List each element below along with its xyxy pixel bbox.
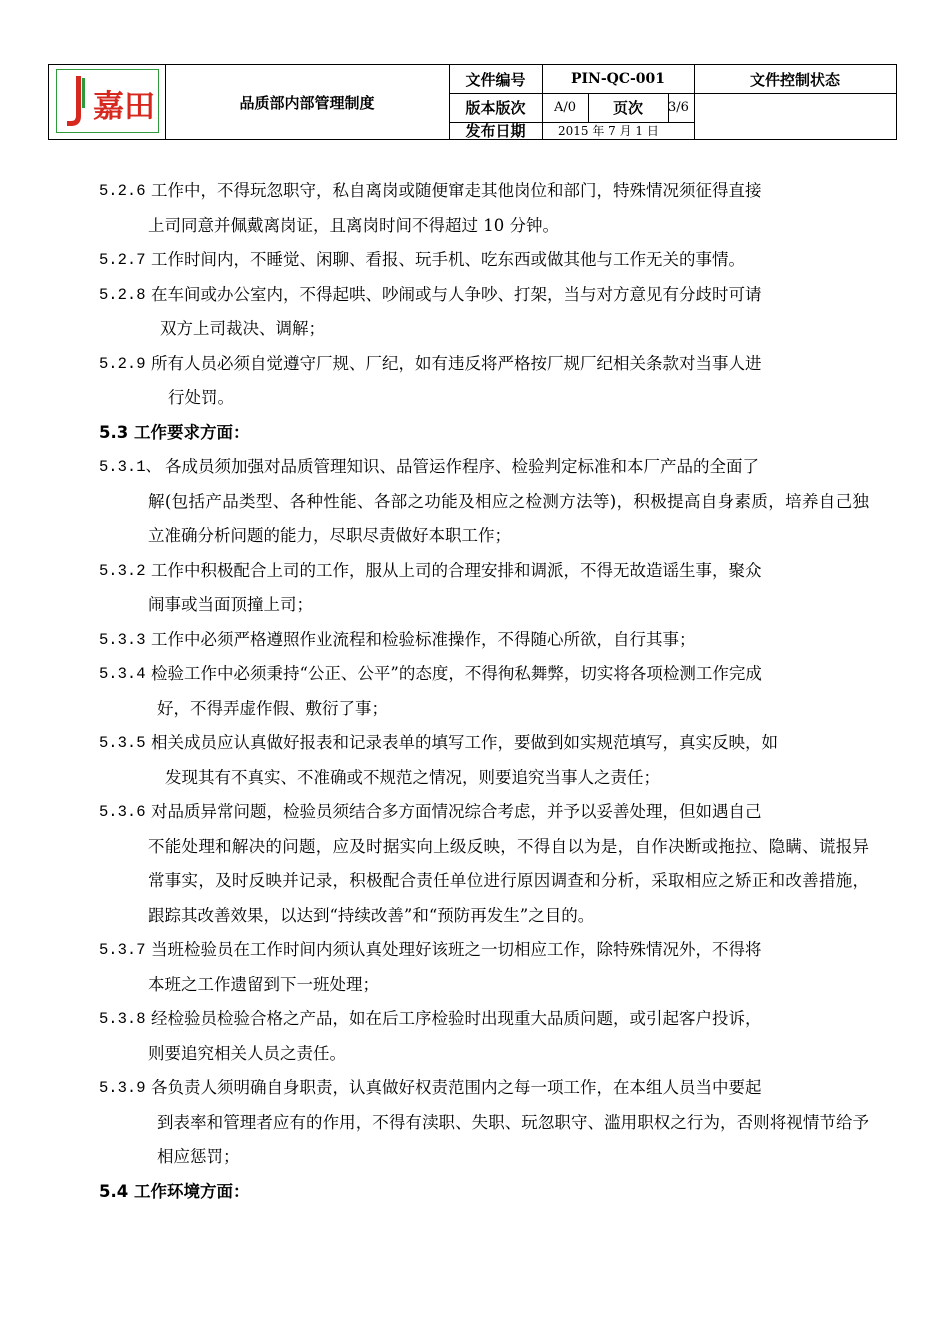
clause-text: 工作时间内，不睡觉、闲聊、看报、玩手机、吃东西或做其他与工作无关的事情。 xyxy=(151,250,745,269)
clause-5-2-8 xyxy=(99,278,869,347)
document-header-table xyxy=(48,64,897,140)
clause-5-3-8 xyxy=(99,1002,869,1071)
clause-number: 5.3.5 xyxy=(99,734,146,752)
clause-text-cont: 上司同意并佩戴离岗证，且离岗时间不得超过 10 分钟。 xyxy=(148,215,559,235)
clause-5-2-6 xyxy=(99,174,869,243)
clause-text: 当班检验员在工作时间内须认真处理好该班之一切相应工作，除特殊情况外，不得将 xyxy=(151,940,762,959)
clause-number: 5.3.4 xyxy=(99,665,146,683)
clause-5-2-9 xyxy=(99,347,869,416)
clause-5-2-7 xyxy=(99,243,869,278)
doc-number-label: 文件编号 xyxy=(465,70,526,89)
clause-text-cont: 行处罚。 xyxy=(168,388,234,407)
clause-text: 检验工作中必须秉持“公正、公平”的态度，不得徇私舞弊，切实将各项检测工作完成 xyxy=(151,664,762,683)
logo-frame xyxy=(56,69,159,133)
clause-text: 对品质异常问题，检验员须结合多方面情况综合考虑，并予以妥善处理，但如遇自己 xyxy=(151,802,762,821)
logo-mark-icon xyxy=(67,76,89,126)
clause-text-cont: 不能处理和解决的问题，应及时据实向上级反映，不得自以为是，自作决断或拖拉、隐瞒、谎报异常事实，及时反映并记录，积极配合责任单位进行原因调查和分析，采取相应之矫正和改善措施，跟踪其改善效果，以达到“持续改善”和“预防再发生”之目的。 xyxy=(148,836,869,925)
doc-number-value: PIN-QC-001 xyxy=(570,71,666,87)
clause-text-cont: 解(包括产品类型、各种性能、各部之功能及相应之检测方法等)，积极提高自身素质，培养自己独立准确分析问题的能力，尽职尽责做好本职工作； xyxy=(148,491,869,545)
page-value: 3/6 xyxy=(668,100,689,115)
clause-number: 5.3.2 xyxy=(99,561,146,580)
document-title: 品质部内部管理制度 xyxy=(239,93,375,112)
clause-number: 5.2.8 xyxy=(99,285,146,304)
clause-text: 相关成员应认真做好报表和记录表单的填写工作，要做到如实规范填写，真实反映，如 xyxy=(151,733,778,752)
clause-text: 所有人员必须自觉遵守厂规、厂纪，如有违反将严格按厂规厂纪相关条款对当事人进 xyxy=(151,353,762,373)
clause-text: 工作中积极配合上司的工作，服从上司的合理安排和调派，不得无故造谣生事，聚众 xyxy=(151,560,762,580)
clause-text: 各成员须加强对品质管理知识、品管运作程序、检验判定标准和本厂产品的全面了 xyxy=(165,457,759,476)
clause-5-3-6 xyxy=(99,795,869,933)
logo-text: 嘉田 xyxy=(93,89,155,125)
clause-text: 工作中，不得玩忽职守，私自离岗或随便窜走其他岗位和部门，特殊情况须征得直接 xyxy=(151,181,762,200)
clause-number: 5.2.7 xyxy=(99,251,146,269)
clause-5-3-9 xyxy=(99,1071,869,1175)
clause-text: 经检验员检验合格之产品，如在后工序检验时出现重大品质问题，或引起客户投诉， xyxy=(151,1009,762,1028)
clause-text-cont: 双方上司裁决、调解； xyxy=(160,319,325,338)
section-heading-5-4: 5.4 工作环境方面： xyxy=(99,1181,250,1201)
clause-text-cont: 闹事或当面顶撞上司； xyxy=(148,595,313,614)
clause-number: 5.3.9 xyxy=(99,1079,146,1097)
document-body xyxy=(99,174,869,1209)
clause-number: 5.3.1、 xyxy=(99,458,162,476)
clause-number: 5.2.6 xyxy=(99,182,146,200)
clause-text-cont: 到表率和管理者应有的作用，不得有渎职、失职、玩忽职守、滥用职权之行为，否则将视情节给予相应惩罚； xyxy=(157,1112,869,1166)
control-status-label: 文件控制状态 xyxy=(749,70,840,89)
section-heading-5-3: 5.3 工作要求方面： xyxy=(99,422,250,442)
clause-5-3-3 xyxy=(99,623,869,658)
clause-number: 5.3.3 xyxy=(99,630,146,649)
clause-text: 工作中必须严格遵照作业流程和检验标准操作，不得随心所欲，自行其事； xyxy=(151,629,696,649)
clause-5-3-5 xyxy=(99,726,869,795)
version-value: A/0 xyxy=(553,100,577,115)
release-date-value: 2015 年 7 月 1 日 xyxy=(558,124,659,138)
company-logo xyxy=(49,65,165,139)
clause-5-3-7 xyxy=(99,933,869,1002)
clause-number: 5.3.8 xyxy=(99,1010,146,1028)
clause-text-cont: 发现其有不真实、不准确或不规范之情况，则要追究当事人之责任； xyxy=(165,767,660,787)
clause-text-cont: 好，不得弄虚作假、敷衍了事； xyxy=(157,698,388,718)
release-date-label: 发布日期 xyxy=(465,122,526,140)
clause-text-cont: 本班之工作遗留到下一班处理； xyxy=(148,974,379,994)
clause-5-3-1 xyxy=(99,450,869,554)
clause-number: 5.3.7 xyxy=(99,941,146,959)
page-label: 页次 xyxy=(612,99,643,117)
clause-number: 5.2.9 xyxy=(99,354,146,373)
clause-5-3-2 xyxy=(99,554,869,623)
clause-number: 5.3.6 xyxy=(99,803,146,821)
clause-text: 各负责人须明确自身职责，认真做好权责范围内之每一项工作，在本组人员当中要起 xyxy=(151,1078,762,1097)
clause-5-3-4 xyxy=(99,657,869,726)
clause-text: 在车间或办公室内，不得起哄、吵闹或与人争吵、打架，当与对方意见有分歧时可请 xyxy=(151,284,762,304)
clause-text-cont: 则要追究相关人员之责任。 xyxy=(148,1043,346,1063)
version-label: 版本版次 xyxy=(465,99,526,117)
